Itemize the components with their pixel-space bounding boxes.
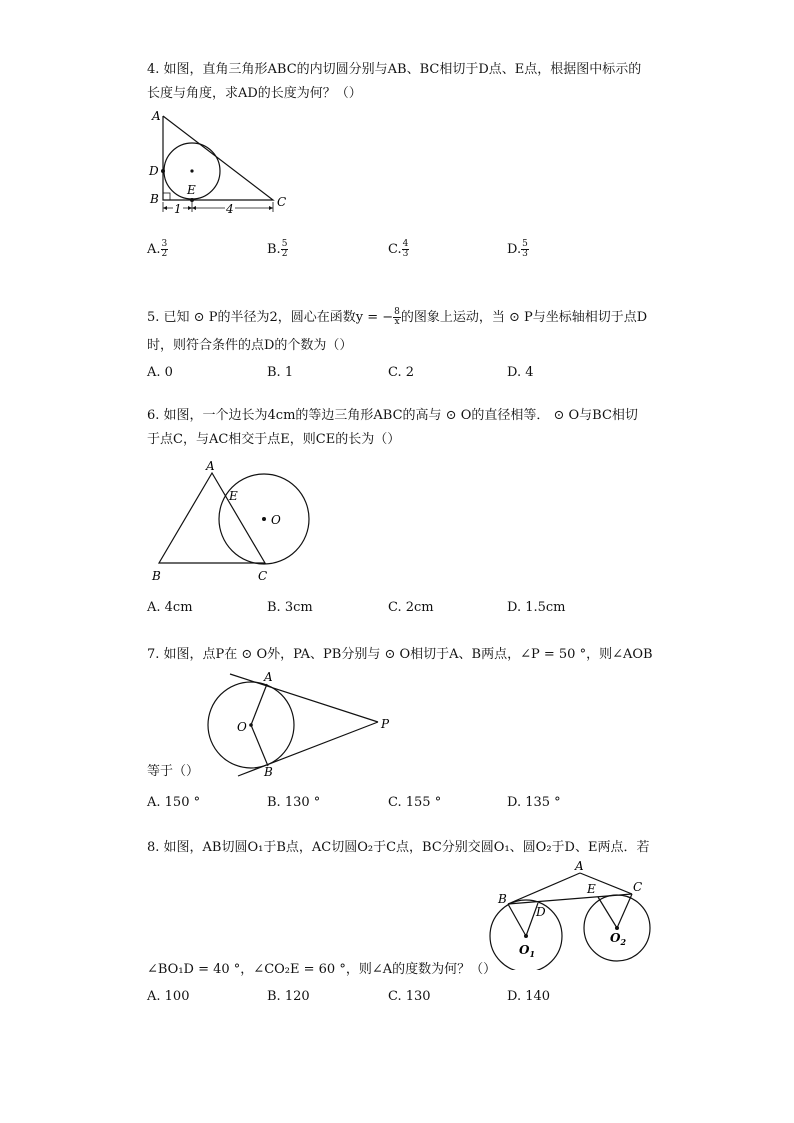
label-c: C — [258, 569, 268, 583]
option-c[interactable]: C. 155 ° — [388, 795, 442, 810]
question-8-text-cont — [147, 958, 677, 982]
question-4-figure — [145, 108, 295, 218]
tangent-pa — [230, 674, 378, 722]
point-e — [190, 198, 194, 202]
label-e: E — [187, 183, 196, 197]
option-c[interactable]: C. 130 — [388, 989, 431, 1004]
radius-o1b — [508, 904, 526, 936]
label-b: B — [498, 892, 507, 906]
label-d: D — [149, 164, 159, 178]
option-b[interactable]: B. 3cm — [267, 600, 313, 615]
label-a: A — [152, 109, 161, 123]
option-a[interactable]: A. 4cm — [147, 600, 193, 615]
center-o1 — [524, 934, 528, 938]
option-d[interactable]: D. 140 — [507, 989, 551, 1004]
question-6-figure — [148, 458, 318, 586]
length-1: 1 — [174, 202, 182, 216]
question-6-text — [147, 404, 677, 452]
option-c[interactable]: C. 2cm — [388, 600, 434, 615]
question-6-options — [147, 600, 667, 620]
question-6-line2: 于点C，与AC相交于点E，则CE的长为（） — [147, 432, 401, 447]
label-a: A — [206, 459, 215, 473]
triangle-abc — [163, 116, 273, 200]
radius-oa — [251, 684, 267, 725]
option-a[interactable]: A. 100 — [147, 989, 190, 1004]
option-a[interactable]: A. 0 — [147, 365, 173, 380]
label-e: E — [587, 882, 596, 896]
question-5-line1: 5. 已知 ⊙ P的半径为2，圆心在函数y = − $\frac{8}{x}$ 的图象上运动，当 ⊙ P与坐标轴相切于点D — [147, 307, 648, 327]
center-o — [262, 517, 266, 521]
question-8-options — [147, 989, 667, 1009]
option-c[interactable]: C. $\frac{4}{3}$ — [388, 239, 409, 259]
incircle-center — [190, 169, 193, 172]
label-o2: $O_2$ — [610, 931, 627, 947]
question-4-line1: 4. 如图，直角三角形ABC的内切圆分别与AB、BC相切于D点、E点，根据图中标示的 — [147, 62, 642, 77]
point-d — [161, 169, 165, 173]
question-8-figure — [484, 858, 656, 970]
label-b: B — [152, 569, 161, 583]
option-b[interactable]: B. $\frac{5}{2}$ — [267, 239, 288, 259]
option-d[interactable]: D. 4 — [507, 365, 534, 380]
label-o: O — [237, 720, 247, 734]
question-4-text — [147, 58, 677, 106]
question-6-line1: 6. 如图，一个边长为4cm的等边三角形ABC的高与 ⊙ O的直径相等． ⊙ O与BC相切 — [147, 408, 638, 423]
question-7-text — [147, 643, 677, 667]
right-angle-mark — [163, 193, 170, 200]
option-c[interactable]: C. 2 — [388, 365, 415, 380]
label-e: E — [229, 489, 238, 503]
label-d: D — [536, 905, 546, 919]
question-7-line2: 等于（） — [147, 764, 200, 779]
option-a[interactable]: A. $\frac{3}{2}$ — [147, 239, 168, 259]
option-b[interactable]: B. 130 ° — [267, 795, 321, 810]
question-4-line2: 长度与角度，求AD的长度为何？（） — [147, 86, 362, 101]
length-4: 4 — [226, 202, 234, 216]
question-7-text-cont — [147, 760, 677, 784]
question-4-options — [147, 240, 667, 260]
question-5-line2: 时，则符合条件的点D的个数为（） — [147, 338, 353, 353]
question-5-text — [147, 306, 677, 358]
label-o1: $O_1$ — [519, 943, 536, 959]
question-8-text — [147, 836, 677, 860]
label-b: B — [264, 765, 273, 779]
question-5-options — [147, 365, 667, 385]
question-8-line2: ∠BO₁D = 40 °，∠CO₂E = 60 °，则∠A的度数为何？（） — [147, 962, 497, 977]
label-a: A — [575, 859, 584, 873]
radius-o2c — [617, 894, 632, 928]
equilateral-triangle — [159, 473, 265, 563]
option-b[interactable]: B. 1 — [267, 365, 294, 380]
label-c: C — [277, 195, 287, 209]
label-o: O — [271, 513, 281, 527]
option-d[interactable]: D. 135 ° — [507, 795, 561, 810]
center-o — [249, 723, 253, 727]
label-p: P — [381, 717, 390, 731]
label-b: B — [150, 192, 159, 206]
center-o2 — [615, 926, 619, 930]
question-8-line1: 8. 如图，AB切圆O₁于B点，AC切圆O₂于C点，BC分别交圆O₁、圆O₂于D、E两点．若 — [147, 840, 650, 855]
option-a[interactable]: A. 150 ° — [147, 795, 201, 810]
label-c: C — [633, 880, 643, 894]
radius-o2e — [598, 897, 617, 928]
question-7-options — [147, 795, 667, 815]
option-d[interactable]: D. $\frac{5}{3}$ — [507, 239, 528, 259]
label-a: A — [264, 670, 273, 684]
option-d[interactable]: D. 1.5cm — [507, 600, 566, 615]
option-b[interactable]: B. 120 — [267, 989, 310, 1004]
question-7-line1: 7. 如图，点P在 ⊙ O外，PA、PB分别与 ⊙ O相切于A、B两点，∠P = 50 °，则∠AOB — [147, 647, 653, 662]
